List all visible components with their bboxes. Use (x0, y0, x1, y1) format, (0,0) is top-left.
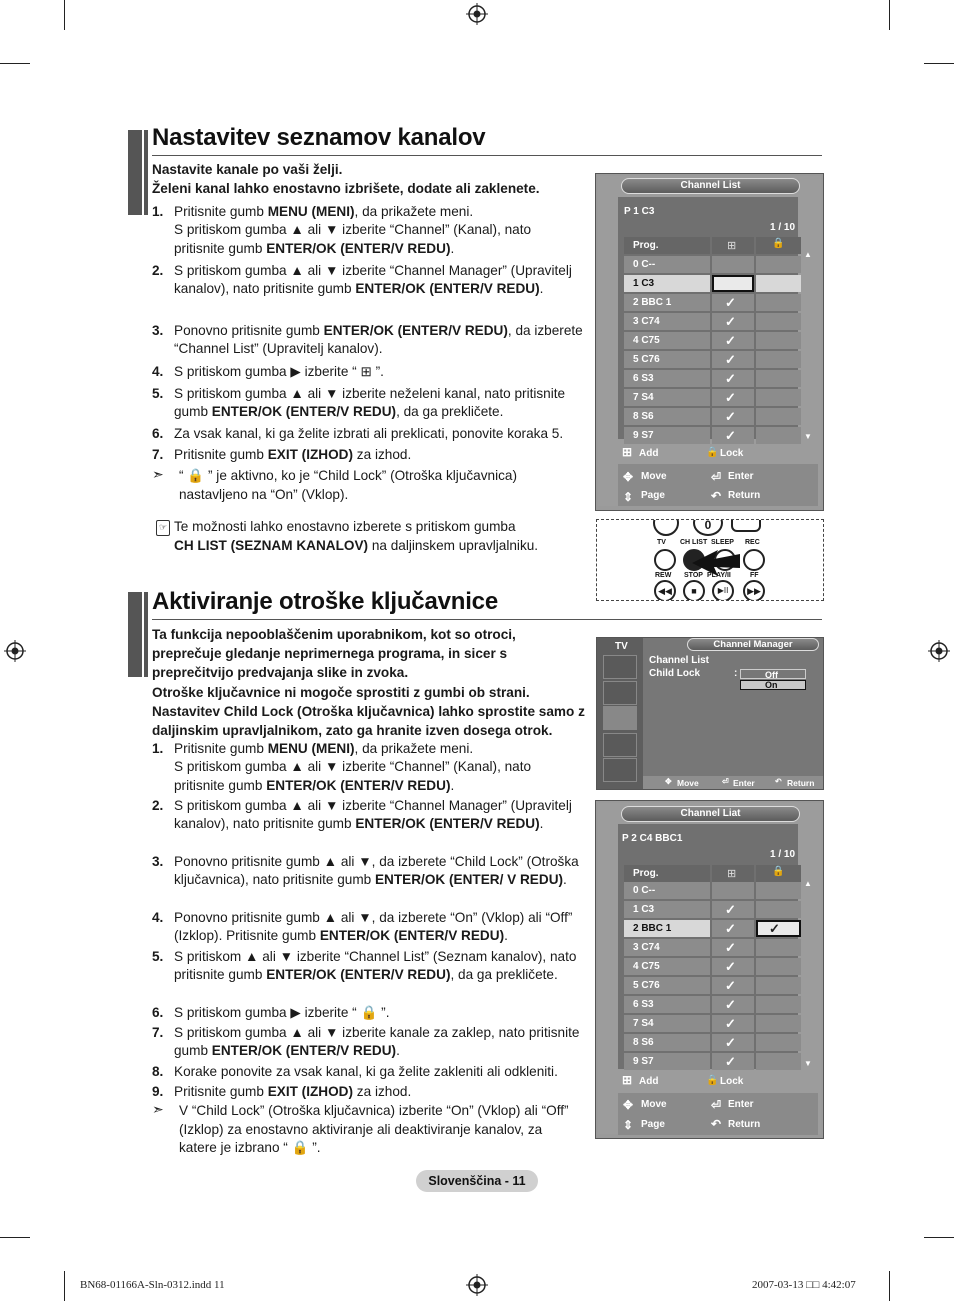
check-icon: ✓ (725, 390, 736, 405)
return-label: Return (728, 1119, 761, 1130)
step-text: Ponovno pritisnite gumb ▲ ali ▼, da izberete “On” (Vklop) ali “Off” (Izklop). Pritisnite gumb ENTER/OK (ENTER/V REDU). (174, 910, 573, 944)
step-number: 7. (152, 447, 164, 462)
lock-cell[interactable] (756, 389, 801, 406)
step-number: 4. (152, 910, 164, 925)
enter-icon: ⏎ (711, 470, 722, 484)
check-icon: ✓ (725, 371, 736, 386)
picture-menu-icon[interactable] (603, 655, 637, 679)
add-cell[interactable] (712, 958, 754, 975)
lock-cell[interactable] (756, 351, 801, 368)
check-icon: ✓ (769, 921, 780, 936)
return-icon: ↶ (711, 1117, 722, 1131)
step-number: 5. (152, 386, 164, 401)
section-title-channel-list: Nastavitev seznamov kanalov (152, 124, 486, 151)
move-label: Move (677, 778, 699, 788)
add-cell[interactable] (712, 370, 754, 387)
tip-text: Te možnosti lahko enostavno izberete s pritiskom gumba (174, 519, 516, 534)
registration-mark-icon (928, 640, 950, 662)
channel-row[interactable] (624, 370, 801, 387)
remote-control-image: 0 TV CH LIST SLEEP REC REW STOP PLAY/II FF ◀◀ ■ ▶II ▶▶ (596, 519, 824, 601)
lock-cell[interactable] (756, 901, 801, 918)
check-icon: ✓ (725, 333, 736, 348)
step-number: 6. (152, 426, 164, 441)
input-menu-icon[interactable] (603, 758, 637, 782)
enter-label: Enter (728, 471, 754, 482)
step-text: Korake ponovite za vsak kanal, ki ga želite zakleniti ali odkleniti. (174, 1064, 558, 1079)
channel-label: 8 S6 (624, 1034, 710, 1051)
current-channel: P 1 C3 (624, 206, 655, 217)
note-arrow-icon: ➣ (152, 1101, 164, 1117)
scroll-up-icon[interactable]: ▲ (804, 250, 812, 259)
section-bar (128, 130, 142, 215)
lock-cell[interactable] (756, 332, 801, 349)
add-cell[interactable] (712, 1034, 754, 1051)
fast-forward-button[interactable]: ▶▶ (743, 580, 765, 601)
page-count: 1 / 10 (770, 222, 796, 233)
check-icon: ✓ (725, 409, 736, 424)
channel-label: 2 BBC 1 (624, 294, 710, 311)
channel-label: 4 C75 (624, 332, 710, 349)
rec-button[interactable] (743, 549, 765, 571)
crop-mark (64, 1271, 65, 1301)
channel-label: 6 S3 (624, 370, 710, 387)
check-icon: ✓ (725, 295, 736, 310)
note-arrow-icon: ➣ (152, 466, 164, 482)
step-text: S pritiskom gumba ▶ izberite “ ⊞ ”. (174, 364, 384, 379)
channel-label: 6 S3 (624, 996, 710, 1013)
sound-menu-icon[interactable] (603, 681, 637, 705)
remote-label: PLAY/II (707, 572, 731, 579)
lock-icon: 🔒 (772, 238, 785, 249)
page-label: Page (641, 1119, 665, 1130)
header-row: Prog. ⊞ 🔒 (624, 237, 801, 254)
remote-label: FF (750, 572, 759, 579)
step-number: 9. (152, 1084, 164, 1099)
add-cell[interactable] (712, 920, 754, 937)
channel-row[interactable] (624, 996, 801, 1013)
add-cell[interactable] (712, 939, 754, 956)
channel-row[interactable] (624, 332, 801, 349)
move-label: Move (641, 1099, 667, 1110)
step-number: 4. (152, 364, 164, 379)
add-cell[interactable] (712, 882, 754, 899)
check-icon: ✓ (725, 940, 736, 955)
section-bar (144, 592, 148, 677)
add-icon: ⊞ (622, 1073, 633, 1087)
channel-label: 7 S4 (624, 389, 710, 406)
lock-cell[interactable] (756, 996, 801, 1013)
check-icon: ✓ (725, 352, 736, 367)
check-icon: ✓ (725, 428, 736, 443)
lock-cell[interactable] (756, 256, 801, 273)
file-slug: BN68-01166A-Sln-0312.indd 11 (80, 1279, 225, 1291)
step-text: Pritisnite gumb MENU (MENI), da prikažete meni. S pritiskom gumba ▲ ali ▼ izberite “Channel” (Kanal), nato pritisnite gumb ENTER/OK (ENTER/V REDU). (174, 741, 532, 793)
add-cell[interactable] (712, 332, 754, 349)
channel-label: 9 S7 (624, 427, 710, 444)
channel-row[interactable] (624, 939, 801, 956)
remote-label: REC (745, 539, 760, 546)
lock-label: Lock (720, 448, 744, 459)
channel-label: 8 S6 (624, 408, 710, 425)
channel-row[interactable] (624, 1015, 801, 1032)
channel-label: 5 C76 (624, 351, 710, 368)
step-text: Pritisnite gumb MENU (MENI), da prikažete meni. S pritiskom gumba ▲ ali ▼ izberite “Channel” (Kanal), nato pritisnite gumb ENTER/OK (ENTER/V REDU). (174, 204, 532, 256)
channel-label: 1 C3 (624, 901, 710, 918)
add-cell[interactable] (712, 294, 754, 311)
crop-mark (0, 63, 30, 64)
add-cell[interactable] (712, 313, 754, 330)
scroll-down-icon[interactable]: ▼ (804, 432, 812, 441)
add-cell[interactable] (712, 996, 754, 1013)
channel-label: 7 S4 (624, 1015, 710, 1032)
move-icon: ✥ (623, 1098, 634, 1112)
check-icon: ✓ (725, 1054, 736, 1069)
channel-label: 4 C75 (624, 958, 710, 975)
check-icon: ✓ (725, 959, 736, 974)
channel-row[interactable] (624, 256, 801, 273)
return-label: Return (787, 778, 815, 788)
registration-mark-icon (466, 1274, 488, 1296)
add-cell[interactable] (712, 427, 754, 444)
add-label: Add (639, 1076, 659, 1087)
registration-mark-icon (466, 3, 488, 25)
scroll-up-icon[interactable]: ▲ (804, 879, 812, 888)
crop-mark (64, 0, 65, 30)
channel-row[interactable] (624, 1034, 801, 1051)
add-cell[interactable] (712, 275, 754, 292)
lock-cell[interactable] (756, 1053, 801, 1070)
channel-row[interactable] (624, 1053, 801, 1070)
crop-mark (889, 1271, 890, 1301)
add-cell[interactable] (712, 1015, 754, 1032)
add-cell[interactable] (712, 389, 754, 406)
play-pause-button[interactable]: ▶II (712, 580, 734, 601)
channel-label: 9 S7 (624, 1053, 710, 1070)
lock-cell[interactable] (756, 294, 801, 311)
check-icon: ✓ (725, 978, 736, 993)
check-icon: ✓ (725, 1016, 736, 1031)
option-off[interactable]: Off (740, 669, 806, 679)
step-text: Ponovno pritisnite gumb ENTER/OK (ENTER/V REDU), da izberete “Channel List” (Upravitelj kanalov). (174, 323, 583, 357)
check-icon: ✓ (725, 921, 736, 936)
step-text: S pritiskom gumba ▲ ali ▼ izberite “Channel Manager” (Upravitelj kanalov), nato pritisnite gumb ENTER/OK (ENTER/V REDU). (174, 263, 572, 297)
remote-label: SLEEP (711, 539, 734, 546)
step-number: 2. (152, 798, 164, 813)
step-text: S pritiskom gumba ▲ ali ▼ izberite kanale za zaklep, nato pritisnite gumb ENTER/OK (ENTER/V REDU). (174, 1025, 580, 1059)
channel-menu-icon[interactable] (603, 706, 637, 730)
tip-bold: CH LIST (SEZNAM KANALOV) (174, 538, 369, 553)
step-number: 5. (152, 949, 164, 964)
screen-title: Channel Manager (687, 638, 819, 651)
channel-label: 2 BBC 1 (624, 920, 710, 937)
lock-cell[interactable] (756, 275, 801, 292)
move-icon: ✥ (665, 777, 672, 786)
enter-label: Enter (733, 778, 755, 788)
registration-mark-icon (4, 640, 26, 662)
channel-list-lock-screen (595, 800, 824, 1139)
step-text: S pritiskom ▲ ali ▼ izberite “Channel List” (Seznam kanalov), nato pritisnite gumb ENTER/OK (ENTER/V REDU), da ga prekličete. (174, 949, 577, 983)
crop-mark (924, 63, 954, 64)
remote-label: REW (655, 572, 672, 579)
add-cell[interactable] (712, 351, 754, 368)
scroll-down-icon[interactable]: ▼ (804, 1059, 812, 1068)
channel-label: 3 C74 (624, 313, 710, 330)
lock-cell[interactable] (756, 427, 801, 444)
crop-mark (924, 1237, 954, 1238)
add-cell[interactable] (712, 977, 754, 994)
lock-cell[interactable] (756, 313, 801, 330)
page-icon: ⇕ (623, 1118, 634, 1132)
channel-row[interactable] (624, 977, 801, 994)
channel-label: 1 C3 (624, 275, 710, 292)
menu-item-child-lock[interactable]: Child Lock (649, 668, 701, 679)
add-label: Add (639, 448, 659, 459)
page-count: 1 / 10 (770, 849, 796, 860)
child-lock-intro: Ta funkcija nepooblaščenim uporabnikom, kot so otroci, preprečuje gledanje neprimernega programa, in sicer s preprečitvijo predvajanja slike in zvoka. Otroške ključavnice ni mogoče sprostiti z gumbi ob strani. Nastavitev Child Lock (Otroška ključavnica) lahko sprostite samo z daljinskim upravljalnikom, zato ga hranite izven dosega otrok. (152, 627, 585, 739)
enter-label: Enter (728, 1099, 754, 1110)
channel-row[interactable] (624, 958, 801, 975)
channel-row[interactable] (624, 901, 801, 918)
tv-button[interactable] (654, 549, 676, 571)
remote-label: CH LIST (680, 539, 708, 546)
lock-label: Lock (720, 1076, 744, 1087)
channel-row[interactable] (624, 408, 801, 425)
page-number-badge: Slovenščina - 11 (416, 1170, 538, 1192)
page-label: Page (641, 490, 665, 501)
channel-row[interactable] (624, 294, 801, 311)
channel-label: 5 C76 (624, 977, 710, 994)
intro-line: Nastavite kanale po vaši želji. (152, 162, 343, 177)
step-text: Pritisnite gumb EXIT (IZHOD) za izhod. (174, 447, 412, 462)
return-icon: ↶ (711, 489, 722, 503)
add-cell[interactable] (712, 901, 754, 918)
lock-cell[interactable] (756, 977, 801, 994)
section-bar (144, 130, 148, 215)
channel-row[interactable] (624, 920, 801, 937)
channel-list-screen (595, 173, 824, 511)
add-cell[interactable] (712, 256, 754, 273)
channel-row[interactable] (624, 351, 801, 368)
section-bar (128, 592, 142, 677)
move-label: Move (641, 471, 667, 482)
screen-title: Channel List (621, 178, 800, 194)
lock-cell[interactable] (756, 408, 801, 425)
step-number: 2. (152, 263, 164, 278)
lock-cell[interactable] (756, 958, 801, 975)
page-icon: ⇕ (623, 490, 634, 504)
step-text: Za vsak kanal, ki ga želite izbrati ali preklicati, ponovite koraka 5. (174, 426, 564, 441)
check-icon: ✓ (725, 314, 736, 329)
lock-cell[interactable] (756, 370, 801, 387)
lock-cell[interactable] (756, 1034, 801, 1051)
check-icon: ✓ (725, 902, 736, 917)
channel-row[interactable] (624, 313, 801, 330)
step-number: 1. (152, 204, 164, 219)
channel-row[interactable] (624, 275, 801, 292)
channel-label: 3 C74 (624, 939, 710, 956)
title-rule (152, 619, 822, 620)
header-row: Prog. ⊞ 🔒 (624, 865, 801, 882)
step-text: Ponovno pritisnite gumb ▲ ali ▼, da izberete “Child Lock” (Otroška ključavnica), nato pritisnite gumb ENTER/OK (ENTER/ V REDU). (174, 854, 579, 888)
tv-label: TV (615, 641, 628, 652)
channel-manager-screen: TV Channel Manager Channel List Child Lock : Off On ✥ Move ⏎ Enter ↶ Return (596, 637, 824, 790)
step-number: 6. (152, 1005, 164, 1020)
step-number: 3. (152, 854, 164, 869)
add-icon: ⊞ (622, 445, 633, 459)
lock-cell[interactable] (756, 939, 801, 956)
crop-mark (0, 1237, 30, 1238)
title-rule (152, 155, 822, 156)
tip-rest: na daljinskem upravljalniku. (368, 538, 539, 553)
add-icon: ⊞ (727, 240, 737, 252)
step-number: 3. (152, 323, 164, 338)
add-icon: ⊞ (727, 868, 737, 880)
crop-mark (889, 0, 890, 30)
rewind-button[interactable]: ◀◀ (654, 580, 676, 601)
channel-row[interactable] (624, 882, 801, 899)
lock-icon: 🔒 (706, 447, 719, 458)
intro-line: Želeni kanal lahko enostavno izbrišete, dodate ali zaklenete. (152, 181, 540, 196)
return-icon: ↶ (775, 777, 782, 786)
enter-icon: ⏎ (722, 777, 729, 786)
add-cell[interactable] (712, 408, 754, 425)
check-icon: ✓ (725, 1035, 736, 1050)
note-text: “ 🔒 ” je aktivno, ko je “Child Lock” (Otroška ključavnica) nastavljeno na “On” (Vklop). (179, 468, 517, 502)
step-number: 1. (152, 741, 164, 756)
lock-cell[interactable] (756, 920, 801, 937)
move-icon: ✥ (623, 470, 634, 484)
step-number: 8. (152, 1064, 164, 1079)
step-text: Pritisnite gumb EXIT (IZHOD) za izhod. (174, 1084, 412, 1099)
option-on[interactable]: On (740, 680, 806, 690)
return-label: Return (728, 490, 761, 501)
channel-row[interactable] (624, 427, 801, 444)
date-slug: 2007-03-13 □□ 4:42:07 (752, 1279, 856, 1291)
lock-cell[interactable] (756, 1015, 801, 1032)
lock-icon: 🔒 (706, 1075, 719, 1086)
current-channel: P 2 C4 BBC1 (622, 833, 683, 844)
step-text: S pritiskom gumba ▲ ali ▼ izberite “Channel Manager” (Upravitelj kanalov), nato pritisnite gumb ENTER/OK (ENTER/V REDU). (174, 798, 572, 832)
lock-icon: 🔒 (772, 866, 785, 877)
enter-icon: ⏎ (711, 1098, 722, 1112)
lock-cell[interactable] (756, 882, 801, 899)
remote-tip-icon: ☞ (156, 520, 170, 536)
step-text: S pritiskom gumba ▲ ali ▼ izberite neželeni kanal, nato pritisnite gumb ENTER/OK (ENTER/V REDU), da ga prekličete. (174, 386, 566, 420)
channel-label: 0 C-- (624, 256, 710, 273)
add-cell[interactable] (712, 1053, 754, 1070)
stop-button[interactable]: ■ (683, 580, 705, 601)
channel-label: 0 C-- (624, 882, 710, 899)
step-number: 7. (152, 1025, 164, 1040)
note-text: V “Child Lock” (Otroška ključavnica) izberite “On” (Vklop) ali “Off” (Izklop) za enostavno aktiviranje ali deaktiviranje kanalov, za katere je izbrano “ 🔒 ”. (179, 1103, 569, 1155)
channel-row[interactable] (624, 389, 801, 406)
step-text: S pritiskom gumba ▶ izberite “ 🔒 ”. (174, 1005, 390, 1020)
setup-menu-icon[interactable] (603, 733, 637, 757)
menu-item-channel-list[interactable]: Channel List (649, 655, 710, 666)
remote-label: TV (657, 539, 666, 546)
check-icon: ✓ (725, 997, 736, 1012)
remote-label: STOP (684, 572, 703, 579)
section-title-child-lock: Aktiviranje otroške ključavnice (152, 588, 498, 615)
screen-title: Channel Liat (621, 806, 800, 822)
